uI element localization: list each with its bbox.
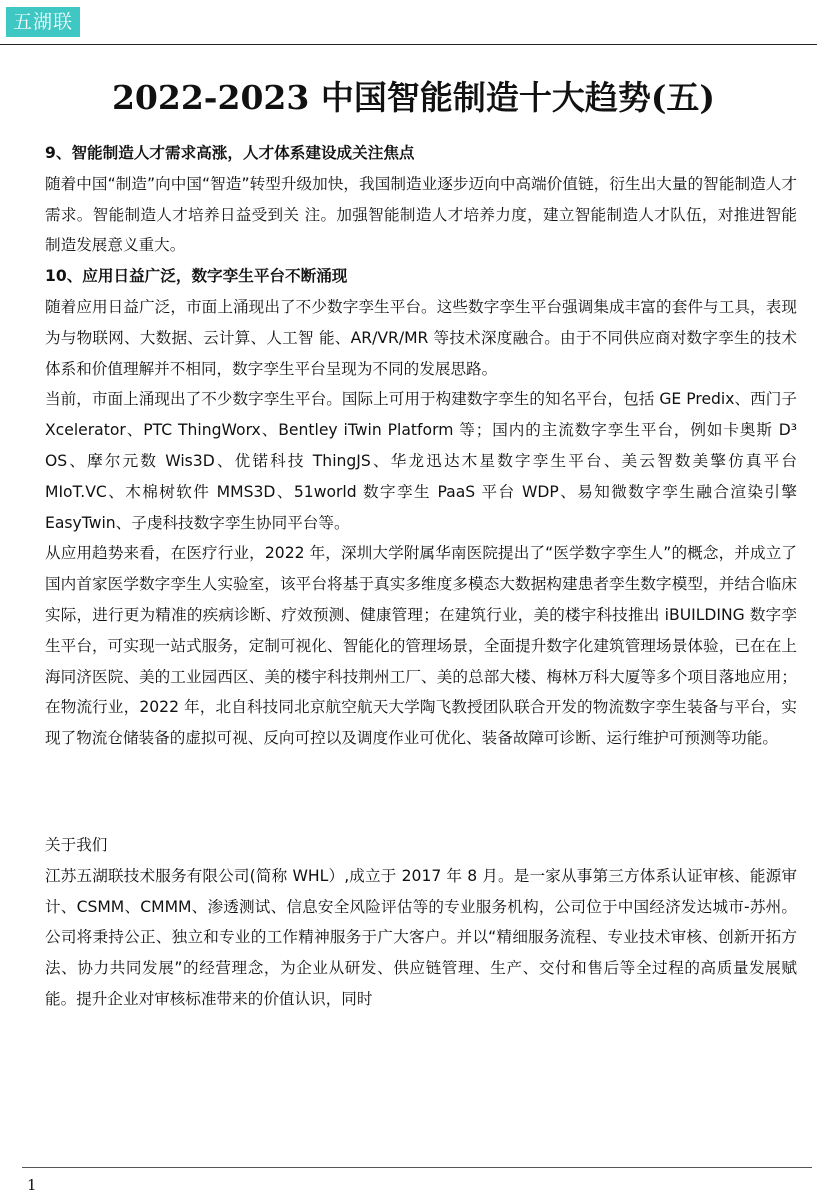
about-paragraph: 江苏五湖联技术服务有限公司(简称 WHL）,成立于 2017 年 8 月。是一家从事第三方体系认证审核、能源审计、CSMM、CMMM、渗透测试、信息安全风险评估等的专业服务机构，公司位于中国经济发达城市-苏州。公司将秉持公正、独立和专业的工作精神服务于广大客户。并以“精细服务流程、专业技术审核、创新开拓方法、协力共同发展”的经营理念，为企业从研发、供应链管理、生产、交付和售后等全过程的高质量发展赋能。提升企业对审核标准带来的价值认识，同时 xyxy=(45,866,797,1008)
page-title: 2022-2023 中国智能制造十大趋势(五) xyxy=(111,78,716,117)
section-9-paragraph: 随着中国“制造”向中国“智造”转型升级加快，我国制造业逐步迈向中高端价值链，衍生出大量的智能制造人才需求。智能制造人才培养日益受到关 注。加强智能制造人才培养力度，建立智能制造人才队伍，对推进智能制造发展意义重大。 xyxy=(45,174,797,255)
document-body xyxy=(45,138,797,1015)
section-10-paragraph-1: 随着应用日益广泛，市面上涌现出了不少数字孪生平台。这些数字孪生平台强调集成丰富的套件与工具，表现为与物联网、大数据、云计算、人工智 能、AR/VR/MR 等技术深度融合。由于不同供应商对数字孪生的技术体系和价值理解并不相同，数字孪生平台呈现为不同的发展思路。 xyxy=(45,297,797,378)
section-10-heading: 10、应用日益广泛，数字孪生平台不断涌现 xyxy=(45,267,348,286)
header-divider xyxy=(0,44,817,45)
footer-divider xyxy=(22,1167,812,1168)
section-10-paragraph-3: 从应用趋势来看，在医疗行业，2022 年，深圳大学附属华南医院提出了“医学数字孪生人”的概念，并成立了国内首家医学数字孪生人实验室，该平台将基于真实多维度多模态大数据构建患者孪生数字模型，并结合临床实际，进行更为精准的疾病诊断、疗效预测、健康管理；在建筑行业，美的楼宇科技推出 iBUILDING 数字孪生平台，可实现一站式服务，定制可视化、智能化的管理场景，全面提升数字化建筑管理场景体验，已在在上海同济医院、美的工业园西区、美的楼宇科技荆州工厂、美的总部大楼、梅林万科大厦等多个项目落地应用；在物流行业，2022 年，北自科技同北京航空航天大学陶飞教授团队联合开发的物流数字孪生装备与平台，实现了物流仓储装备的虚拟可视、反向可控以及调度作业可优化、装备故障可诊断、运行维护可预测等功能。 xyxy=(45,544,797,748)
company-logo: 五湖联 xyxy=(6,7,80,37)
about-heading: 关于我们 xyxy=(45,835,108,854)
section-spacer xyxy=(45,754,797,830)
section-9-heading: 9、智能制造人才需求高涨，人才体系建设成关注焦点 xyxy=(45,144,415,162)
page-number: 1 xyxy=(27,1176,37,1194)
section-10-paragraph-2: 当前，市面上涌现出了不少数字孪生平台。国际上可用于构建数字孪生的知名平台，包括 GE Predix、西门子 Xcelerator、PTC ThingWorx、Bentley iTwin Platform 等；国内的主流数字孪生平台，例如卡奥斯 D³ OS、摩尔元数 Wis3D、优锘科技 ThingJS、华龙迅达木星数字孪生平台、美云智数美擎仿真平台 MIoT.VC、木棉树软件 MMS3D、51world 数字孪生 PaaS 平台 WDP、易知微数字孪生融合渲染引擎 EasyTwin、子虔科技数字孪生协同平台等。 xyxy=(45,390,797,532)
